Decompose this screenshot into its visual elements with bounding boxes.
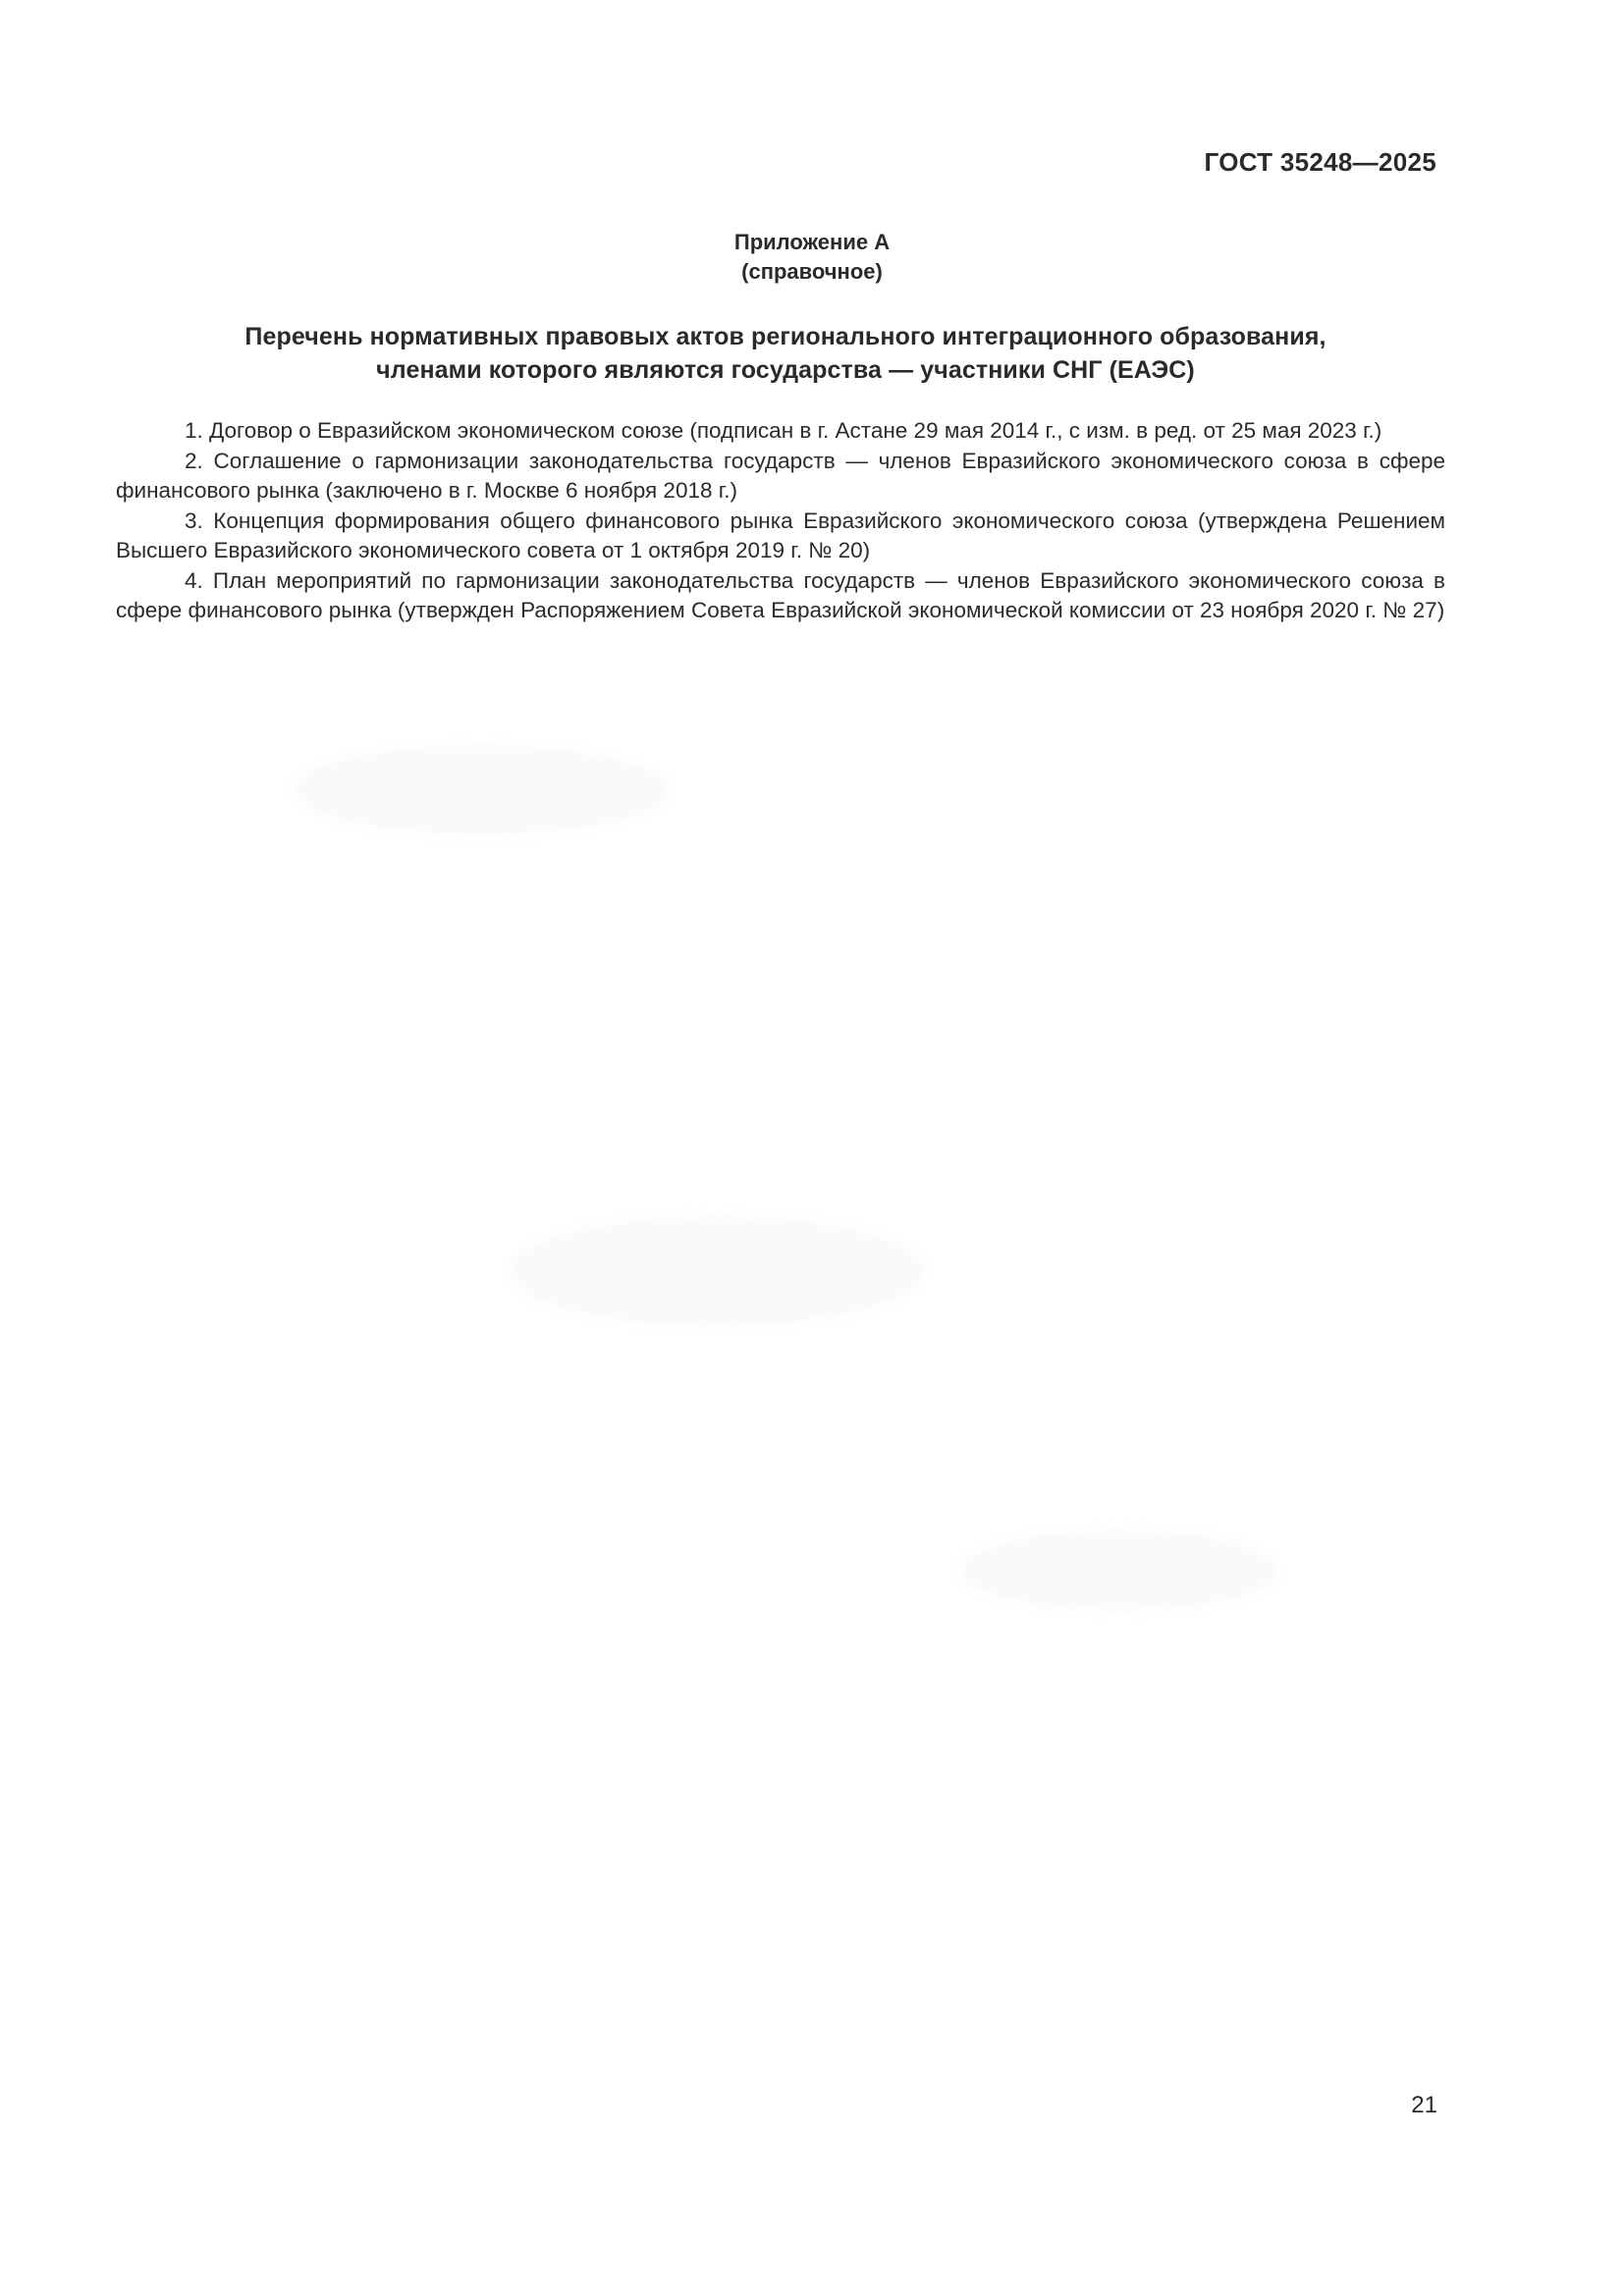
scan-smudge: [962, 1531, 1276, 1610]
page-number: 21: [1411, 2092, 1437, 2118]
section-title-line-2: членами которого являются государства — участники СНГ (ЕАЭС): [376, 356, 1195, 384]
list-item: 4. План мероприятий по гармонизации законодательства государств — членов Евразийского экономического союза в сфере финансового рынка (утвержден Распоряжением Совета Евразийской экономической комиссии от 23 ноября 2020 г. № 27): [116, 567, 1445, 622]
list-item: 1. Договор о Евразийском экономическом союзе (подписан в г. Астане 29 мая 2014 г., с изм. в ред. от 25 мая 2023 г.): [185, 418, 1382, 443]
scan-smudge: [295, 746, 668, 834]
list-item: 3. Концепция формирования общего финансового рынка Евразийского экономического союза (утверждена Решением Высшего Евразийского экономического совета от 1 октября 2019 г. № 20): [116, 507, 1445, 562]
appendix-heading: [0, 228, 1624, 287]
acts-list: [116, 416, 1445, 626]
appendix-type: (справочное): [741, 259, 883, 284]
scan-smudge: [511, 1217, 923, 1325]
section-title-line-1: Перечень нормативных правовых актов регионального интеграционного образования,: [244, 323, 1326, 350]
list-item: 2. Соглашение о гармонизации законодательства государств — членов Евразийского экономического союза в сфере финансового рынка (заключено в г. Москве 6 ноября 2018 г.): [116, 448, 1445, 503]
document-code: ГОСТ 35248—2025: [1204, 147, 1436, 177]
section-title: [118, 320, 1453, 387]
appendix-label: Приложение А: [733, 230, 891, 254]
